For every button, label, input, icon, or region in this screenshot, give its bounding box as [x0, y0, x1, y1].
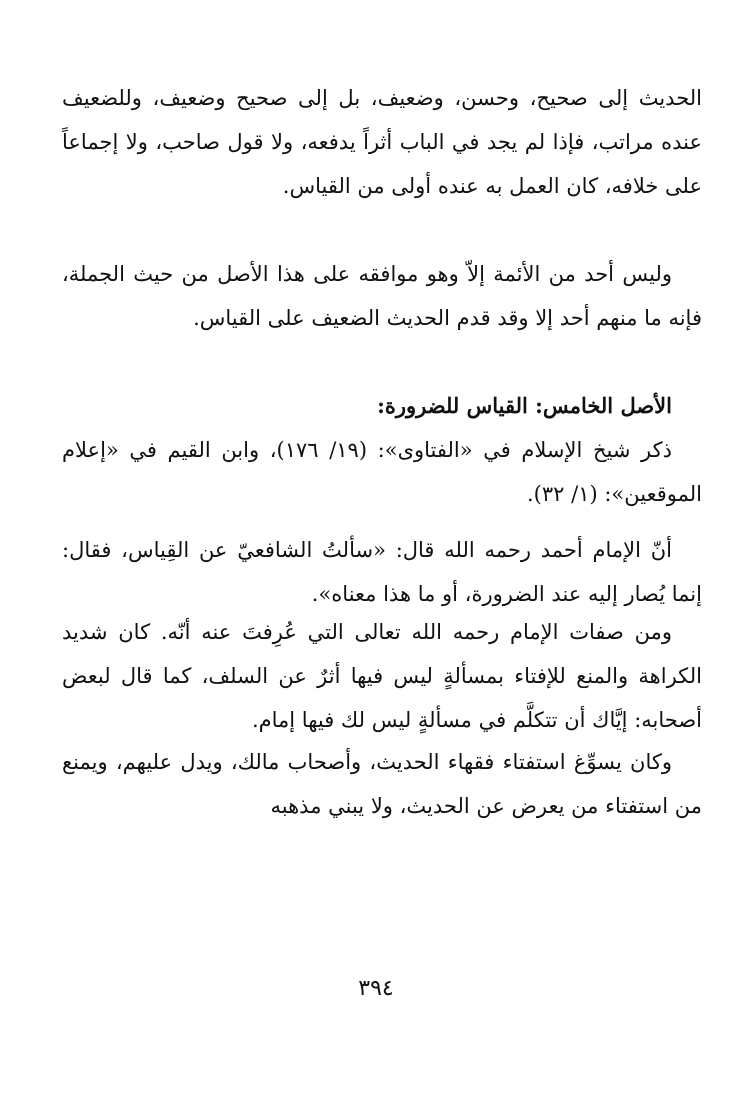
section-heading: الأصل الخامس: القياس للضرورة:	[377, 393, 672, 418]
paragraph-istifta: وكان يسوِّغ استفتاء فقهاء الحديث، وأصحاب مالك، ويدل عليهم، ويمنع من استفتاء من يعرض عن الحديث، ولا يبني مذهبه	[62, 750, 702, 818]
paragraph-citation: ذكر شيخ الإسلام في «الفتاوى»: (١٩/ ١٧٦)، وابن القيم في «إعلام الموقعين»: (١/ ٣٢).	[62, 438, 702, 506]
page-number: ٣٩٤	[358, 976, 394, 1001]
paragraph-shafii-quote: أنّ الإمام أحمد رحمه الله قال: «سألتُ الشافعيّ عن القِياس، فقال: إنما يُصار إليه عند الضرورة، أو ما هذا معناه».	[62, 538, 702, 606]
paragraph-continuation: الحديث إلى صحيح، وحسن، وضعيف، بل إلى صحيح وضعيف، وللضعيف عنده مراتب، فإذا لم يجد في الباب أثراً يدفعه، ولا قول صاحب، ولا إجماعاً على خلافه، كان العمل به عنده أولى من القياس.	[62, 86, 702, 198]
paragraph-imam-qualities: ومن صفات الإمام رحمه الله تعالى التي عُرِفتَ عنه أنّه. كان شديد الكراهة والمنع للإفتاء بمسألةٍ ليس فيها أثرٌ عن السلف، كما قال لبعض أصحابه: إيَّاك أن تتكلَّم في مسألةٍ ليس لك فيها إمام.	[62, 620, 702, 732]
paragraph-imams-agreement: وليس أحد من الأئمة إلاّ وهو موافقه على هذا الأصل من حيث الجملة، فإنه ما منهم أحد إلا وقد قدم الحديث الضعيف على القياس.	[62, 262, 702, 330]
